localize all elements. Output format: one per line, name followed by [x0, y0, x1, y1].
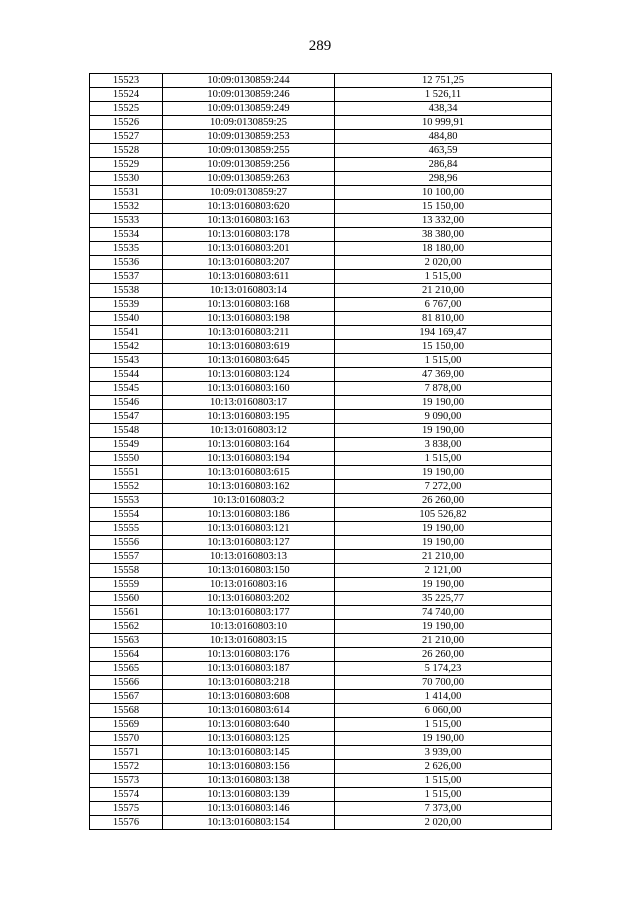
row-number-cell: 15533 — [90, 214, 163, 228]
table-row — [90, 676, 552, 690]
cadastral-number-cell: 10:13:0160803:619 — [163, 340, 335, 354]
cadastral-number-cell: 10:09:0130859:256 — [163, 158, 335, 172]
row-number-cell: 15526 — [90, 116, 163, 130]
row-number-cell: 15523 — [90, 74, 163, 88]
cadastral-number-cell: 10:13:0160803:201 — [163, 242, 335, 256]
cadastral-number-cell: 10:13:0160803:620 — [163, 200, 335, 214]
cadastral-number-cell: 10:13:0160803:178 — [163, 228, 335, 242]
cadastral-number-cell: 10:13:0160803:176 — [163, 648, 335, 662]
value-cell: 7 373,00 — [335, 802, 552, 816]
cadastral-number-cell: 10:13:0160803:611 — [163, 270, 335, 284]
value-cell: 18 180,00 — [335, 242, 552, 256]
table-row — [90, 396, 552, 410]
cadastral-number-cell: 10:13:0160803:14 — [163, 284, 335, 298]
value-cell: 1 515,00 — [335, 774, 552, 788]
row-number-cell: 15572 — [90, 760, 163, 774]
cadastral-number-cell: 10:13:0160803:124 — [163, 368, 335, 382]
row-number-cell: 15537 — [90, 270, 163, 284]
table-row — [90, 466, 552, 480]
cadastral-number-cell: 10:13:0160803:162 — [163, 480, 335, 494]
value-cell: 3 939,00 — [335, 746, 552, 760]
cadastral-number-cell: 10:09:0130859:244 — [163, 74, 335, 88]
row-number-cell: 15524 — [90, 88, 163, 102]
table-row — [90, 200, 552, 214]
registry-table-body — [90, 74, 552, 830]
table-row — [90, 256, 552, 270]
row-number-cell: 15564 — [90, 648, 163, 662]
cadastral-number-cell: 10:13:0160803:202 — [163, 592, 335, 606]
table-row — [90, 508, 552, 522]
cadastral-number-cell: 10:13:0160803:145 — [163, 746, 335, 760]
value-cell: 1 515,00 — [335, 788, 552, 802]
row-number-cell: 15532 — [90, 200, 163, 214]
row-number-cell: 15567 — [90, 690, 163, 704]
row-number-cell: 15541 — [90, 326, 163, 340]
cadastral-number-cell: 10:13:0160803:187 — [163, 662, 335, 676]
cadastral-number-cell: 10:13:0160803:15 — [163, 634, 335, 648]
value-cell: 1 515,00 — [335, 718, 552, 732]
row-number-cell: 15570 — [90, 732, 163, 746]
value-cell: 19 190,00 — [335, 578, 552, 592]
row-number-cell: 15554 — [90, 508, 163, 522]
cadastral-number-cell: 10:13:0160803:177 — [163, 606, 335, 620]
value-cell: 9 090,00 — [335, 410, 552, 424]
value-cell: 38 380,00 — [335, 228, 552, 242]
cadastral-number-cell: 10:13:0160803:211 — [163, 326, 335, 340]
row-number-cell: 15549 — [90, 438, 163, 452]
cadastral-number-cell: 10:13:0160803:127 — [163, 536, 335, 550]
cadastral-number-cell: 10:13:0160803:207 — [163, 256, 335, 270]
value-cell: 3 838,00 — [335, 438, 552, 452]
table-row — [90, 564, 552, 578]
row-number-cell: 15529 — [90, 158, 163, 172]
cadastral-number-cell: 10:13:0160803:640 — [163, 718, 335, 732]
row-number-cell: 15545 — [90, 382, 163, 396]
cadastral-number-cell: 10:13:0160803:146 — [163, 802, 335, 816]
value-cell: 2 020,00 — [335, 256, 552, 270]
table-row — [90, 592, 552, 606]
row-number-cell: 15531 — [90, 186, 163, 200]
row-number-cell: 15556 — [90, 536, 163, 550]
table-row — [90, 410, 552, 424]
row-number-cell: 15528 — [90, 144, 163, 158]
table-row — [90, 690, 552, 704]
value-cell: 26 260,00 — [335, 648, 552, 662]
table-row — [90, 620, 552, 634]
table-row — [90, 284, 552, 298]
value-cell: 2 626,00 — [335, 760, 552, 774]
row-number-cell: 15559 — [90, 578, 163, 592]
value-cell: 6 767,00 — [335, 298, 552, 312]
row-number-cell: 15569 — [90, 718, 163, 732]
value-cell: 1 515,00 — [335, 452, 552, 466]
cadastral-number-cell: 10:13:0160803:156 — [163, 760, 335, 774]
value-cell: 7 272,00 — [335, 480, 552, 494]
row-number-cell: 15563 — [90, 634, 163, 648]
value-cell: 21 210,00 — [335, 284, 552, 298]
row-number-cell: 15530 — [90, 172, 163, 186]
cadastral-number-cell: 10:13:0160803:645 — [163, 354, 335, 368]
table-row — [90, 550, 552, 564]
cadastral-number-cell: 10:13:0160803:150 — [163, 564, 335, 578]
row-number-cell: 15562 — [90, 620, 163, 634]
value-cell: 7 878,00 — [335, 382, 552, 396]
table-row — [90, 368, 552, 382]
row-number-cell: 15574 — [90, 788, 163, 802]
row-number-cell: 15576 — [90, 816, 163, 830]
row-number-cell: 15555 — [90, 522, 163, 536]
cadastral-number-cell: 10:13:0160803:614 — [163, 704, 335, 718]
row-number-cell: 15534 — [90, 228, 163, 242]
table-row — [90, 438, 552, 452]
row-number-cell: 15558 — [90, 564, 163, 578]
row-number-cell: 15561 — [90, 606, 163, 620]
row-number-cell: 15557 — [90, 550, 163, 564]
table-row — [90, 382, 552, 396]
value-cell: 1 414,00 — [335, 690, 552, 704]
table-row — [90, 480, 552, 494]
value-cell: 81 810,00 — [335, 312, 552, 326]
value-cell: 26 260,00 — [335, 494, 552, 508]
cadastral-number-cell: 10:13:0160803:138 — [163, 774, 335, 788]
value-cell: 286,84 — [335, 158, 552, 172]
value-cell: 484,80 — [335, 130, 552, 144]
value-cell: 19 190,00 — [335, 732, 552, 746]
value-cell: 70 700,00 — [335, 676, 552, 690]
table-row — [90, 774, 552, 788]
cadastral-number-cell: 10:09:0130859:263 — [163, 172, 335, 186]
value-cell: 10 100,00 — [335, 186, 552, 200]
table-row — [90, 298, 552, 312]
table-row — [90, 340, 552, 354]
value-cell: 1 515,00 — [335, 270, 552, 284]
value-cell: 2 121,00 — [335, 564, 552, 578]
row-number-cell: 15571 — [90, 746, 163, 760]
row-number-cell: 15575 — [90, 802, 163, 816]
value-cell: 19 190,00 — [335, 620, 552, 634]
value-cell: 1 515,00 — [335, 354, 552, 368]
cadastral-number-cell: 10:13:0160803:615 — [163, 466, 335, 480]
table-row — [90, 88, 552, 102]
value-cell: 6 060,00 — [335, 704, 552, 718]
table-row — [90, 270, 552, 284]
table-row — [90, 452, 552, 466]
row-number-cell: 15547 — [90, 410, 163, 424]
table-row — [90, 788, 552, 802]
table-row — [90, 816, 552, 830]
cadastral-number-cell: 10:13:0160803:12 — [163, 424, 335, 438]
cadastral-number-cell: 10:09:0130859:246 — [163, 88, 335, 102]
cadastral-number-cell: 10:13:0160803:17 — [163, 396, 335, 410]
table-row — [90, 578, 552, 592]
row-number-cell: 15573 — [90, 774, 163, 788]
row-number-cell: 15552 — [90, 480, 163, 494]
value-cell: 194 169,47 — [335, 326, 552, 340]
table-row — [90, 130, 552, 144]
table-row — [90, 116, 552, 130]
table-row — [90, 648, 552, 662]
cadastral-number-cell: 10:13:0160803:195 — [163, 410, 335, 424]
cadastral-number-cell: 10:13:0160803:121 — [163, 522, 335, 536]
table-row — [90, 158, 552, 172]
table-row — [90, 172, 552, 186]
value-cell: 12 751,25 — [335, 74, 552, 88]
row-number-cell: 15538 — [90, 284, 163, 298]
row-number-cell: 15565 — [90, 662, 163, 676]
cadastral-number-cell: 10:13:0160803:163 — [163, 214, 335, 228]
cadastral-number-cell: 10:09:0130859:249 — [163, 102, 335, 116]
value-cell: 21 210,00 — [335, 634, 552, 648]
row-number-cell: 15535 — [90, 242, 163, 256]
cadastral-number-cell: 10:13:0160803:13 — [163, 550, 335, 564]
table-row — [90, 214, 552, 228]
value-cell: 298,96 — [335, 172, 552, 186]
value-cell: 15 150,00 — [335, 200, 552, 214]
cadastral-number-cell: 10:13:0160803:194 — [163, 452, 335, 466]
cadastral-number-cell: 10:13:0160803:198 — [163, 312, 335, 326]
row-number-cell: 15540 — [90, 312, 163, 326]
table-row — [90, 760, 552, 774]
cadastral-number-cell: 10:13:0160803:218 — [163, 676, 335, 690]
cadastral-number-cell: 10:09:0130859:253 — [163, 130, 335, 144]
value-cell: 105 526,82 — [335, 508, 552, 522]
table-row — [90, 746, 552, 760]
cadastral-number-cell: 10:13:0160803:2 — [163, 494, 335, 508]
row-number-cell: 15548 — [90, 424, 163, 438]
table-row — [90, 102, 552, 116]
value-cell: 438,34 — [335, 102, 552, 116]
cadastral-number-cell: 10:13:0160803:139 — [163, 788, 335, 802]
row-number-cell: 15551 — [90, 466, 163, 480]
table-row — [90, 354, 552, 368]
table-row — [90, 802, 552, 816]
row-number-cell: 15543 — [90, 354, 163, 368]
row-number-cell: 15568 — [90, 704, 163, 718]
value-cell: 19 190,00 — [335, 536, 552, 550]
value-cell: 10 999,91 — [335, 116, 552, 130]
row-number-cell: 15539 — [90, 298, 163, 312]
value-cell: 19 190,00 — [335, 424, 552, 438]
table-row — [90, 242, 552, 256]
table-row — [90, 522, 552, 536]
table-row — [90, 606, 552, 620]
table-row — [90, 74, 552, 88]
row-number-cell: 15536 — [90, 256, 163, 270]
value-cell: 15 150,00 — [335, 340, 552, 354]
cadastral-number-cell: 10:13:0160803:186 — [163, 508, 335, 522]
cadastral-number-cell: 10:13:0160803:10 — [163, 620, 335, 634]
table-row — [90, 634, 552, 648]
row-number-cell: 15566 — [90, 676, 163, 690]
value-cell: 21 210,00 — [335, 550, 552, 564]
table-row — [90, 536, 552, 550]
cadastral-number-cell: 10:13:0160803:608 — [163, 690, 335, 704]
table-row — [90, 186, 552, 200]
cadastral-number-cell: 10:09:0130859:27 — [163, 186, 335, 200]
row-number-cell: 15546 — [90, 396, 163, 410]
value-cell: 35 225,77 — [335, 592, 552, 606]
cadastral-number-cell: 10:13:0160803:168 — [163, 298, 335, 312]
table-row — [90, 312, 552, 326]
registry-table — [89, 73, 552, 830]
value-cell: 13 332,00 — [335, 214, 552, 228]
cadastral-number-cell: 10:09:0130859:25 — [163, 116, 335, 130]
row-number-cell: 15525 — [90, 102, 163, 116]
cadastral-number-cell: 10:13:0160803:125 — [163, 732, 335, 746]
page-number: 289 — [308, 38, 332, 54]
row-number-cell: 15550 — [90, 452, 163, 466]
table-row — [90, 424, 552, 438]
table-row — [90, 228, 552, 242]
row-number-cell: 15542 — [90, 340, 163, 354]
table-row — [90, 718, 552, 732]
table-row — [90, 144, 552, 158]
table-row — [90, 732, 552, 746]
value-cell: 2 020,00 — [335, 816, 552, 830]
cadastral-number-cell: 10:09:0130859:255 — [163, 144, 335, 158]
value-cell: 5 174,23 — [335, 662, 552, 676]
value-cell: 19 190,00 — [335, 522, 552, 536]
cadastral-number-cell: 10:13:0160803:154 — [163, 816, 335, 830]
value-cell: 74 740,00 — [335, 606, 552, 620]
cadastral-number-cell: 10:13:0160803:16 — [163, 578, 335, 592]
table-row — [90, 326, 552, 340]
value-cell: 19 190,00 — [335, 396, 552, 410]
value-cell: 19 190,00 — [335, 466, 552, 480]
cadastral-number-cell: 10:13:0160803:160 — [163, 382, 335, 396]
value-cell: 463,59 — [335, 144, 552, 158]
row-number-cell: 15544 — [90, 368, 163, 382]
value-cell: 47 369,00 — [335, 368, 552, 382]
value-cell: 1 526,11 — [335, 88, 552, 102]
table-row — [90, 662, 552, 676]
row-number-cell: 15527 — [90, 130, 163, 144]
cadastral-number-cell: 10:13:0160803:164 — [163, 438, 335, 452]
table-row — [90, 494, 552, 508]
table-row — [90, 704, 552, 718]
row-number-cell: 15560 — [90, 592, 163, 606]
row-number-cell: 15553 — [90, 494, 163, 508]
